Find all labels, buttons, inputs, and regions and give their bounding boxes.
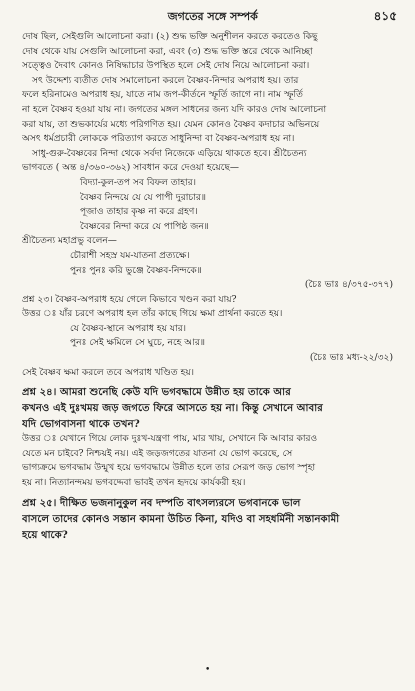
text-line: না হলে বৈষ্ণব হওয়া যায় না। জগতের মঙ্গল সাধনের জন্য যদি কারও দোষ আলোচনা [22, 104, 327, 115]
question-heading: প্রশ্ন ২৩। বৈষ্ণব-অপরাধ হয়ে গেলে কিভাবে খণ্ডন করা যায়? [22, 294, 237, 305]
text-line: সেই বৈষ্ণব ক্ষমা করলে তবে অপরাধ খণ্ডিত হয়। [22, 367, 195, 378]
text-line: সৎ উদ্দেশ্য ব্যতীত দোষ সমালোচনা করলে বৈষ্ণব-নিন্দার অপরাধ হয়। তার [32, 75, 299, 86]
text-line: ফলে হরিনামেও অপরাধ হয়, যাতে নাম জপ-কীর্তনে স্ফূর্তি জাগে না। নাম স্ফূর্তি [22, 90, 303, 101]
verse-line: বৈষ্ণবের নিন্দা করে যে পাপিষ্ঠ জন॥ [80, 221, 209, 232]
verse-line: যে বৈষ্ণব-স্থানে অপরাধ হয় যার। [70, 323, 187, 334]
running-title: জগতের সঙ্গে সম্পর্ক [167, 10, 258, 23]
text-line: ভাগ্যক্রমে ভগবদ্ধাম উন্মুখ হয়ে ভগবদ্ধামে উন্নীত হলে তার সেরূপ জড় ভোগ স্পৃহা [22, 463, 316, 474]
text-line: সাধু-গুরু-বৈষ্ণবের নিন্দা থেকে সর্বদা নিজেকে এড়িয়ে থাকতে হবে। শ্রীচৈতন্য [32, 148, 307, 159]
page-body [22, 30, 397, 543]
question-line: কখনও এই দুঃখময় জড় জগতে ফিরে আসতে হয় না। কিন্তু সেখানে আবার [22, 402, 323, 415]
text-line: করা যায়, তা শুভকার্যের মধ্যে পরিগণিত হয়। যেমন কোনও বৈষ্ণব কদাচার অভিনয়ে [22, 119, 320, 130]
question-line: হয়ে থাকে? [22, 528, 68, 541]
page-header [22, 8, 397, 30]
question-heading: প্রশ্ন ২৪। আমরা শুনেছি কেউ যদি ভগবদ্ধামে উন্নীত হয় তাকে আর [22, 386, 291, 399]
verse-line: চৌরাশী সহস্র যম-যাতনা প্রত্যক্ষে। [70, 250, 190, 261]
verse-line: পুনঃ সেই ক্ষমিলে সে ঘুচে, নহে আর॥ [70, 338, 206, 349]
text-line: শ্রীচৈতন্য মহাপ্রভু বলেন— [22, 236, 117, 247]
answer-line: উত্তর ঃ যাঁর চরণে অপরাধ হল তাঁর কাছে গিয়ে ক্ষমা প্রার্থনা করতে হয়। [22, 309, 283, 320]
verse-line: বৈষ্ণব নিন্দয়ে যে যে পাপী দুরাচার॥ [80, 192, 207, 203]
text-line: সত্ত্বেও দৈবাৎ কোনও নিষিদ্ধাচার উপস্থিত হলে সেই দোষ নিয়ে আলোচনা করা। [22, 61, 310, 72]
footer-mark: • [205, 665, 211, 675]
citation: (চৈঃ ভাঃ ৪/৩৭৫-৩৭৭) [304, 280, 393, 291]
text-line: দোষ ছিল, সেইগুলি আলোচনা করা। (২) শুদ্ধ ভক্তি অনুশীলন করতে করতেও কিছু [22, 32, 318, 42]
text-line: অসৎ ধর্মপ্রচারী লোককে পরিত্যাগ করতে সাধুনিন্দা বা বৈষ্ণব-অপরাধ হয় না। [22, 134, 295, 145]
question-line: যদি ভোগবাসনা থাকে তখন? [22, 418, 140, 431]
text-line: যেতে মন চাইবে? নিশ্চয়ই নয়। এই জড়জগতের যাতনা যে ভোগ করেছে, সে [22, 448, 293, 459]
text-line: ভাগবতে ( অন্ত ৪/৩৬০-৩৬২) সাবধান করে দেওয়া হয়েছে— [22, 163, 239, 174]
verse-line: বিদ্যা-কুল-তপ সব বিফল তাহার। [80, 177, 196, 188]
answer-line: উত্তর ঃ যেখানে গিয়ে লোক দুঃখ-যন্ত্রণা পায়, মার খায়, সেখানে কি আবার কারও [22, 434, 318, 445]
text-line: হয় না। নিত্যানন্দময় ভগবদ্দেবা ভাবই তখন হৃদয়ে কার্যকরী হয়। [22, 478, 246, 489]
text-line: দোষ থেকে যায় সেগুলি আলোচনা করা, এবং (৩) শুদ্ধ ভক্তি স্তরে থেকে আনিচ্ছা [22, 46, 313, 57]
page-number: ৪১৫ [373, 9, 397, 23]
question-line: বাসলে তাদের কোনও সন্তান কামনা উচিত কিনা, যদিও বা সহধর্মিনী সন্তানকামী [22, 512, 340, 525]
question-heading: প্রশ্ন ২৫। দীক্ষিত ভজনানুকুল নব দম্পতি বাৎসল্যরসে ভগবানকে ভাল [22, 496, 301, 509]
citation: (চৈঃ ভাঃ মধ্য-২২/৩২) [309, 353, 393, 364]
verse-line: পূজাও তাহার কৃষ্ণ না করে গ্রহণ। [80, 207, 198, 218]
verse-line: পুনঃ পুনঃ করি ভুঞ্জে বৈষ্ণব-নিন্দকে॥ [70, 265, 202, 276]
